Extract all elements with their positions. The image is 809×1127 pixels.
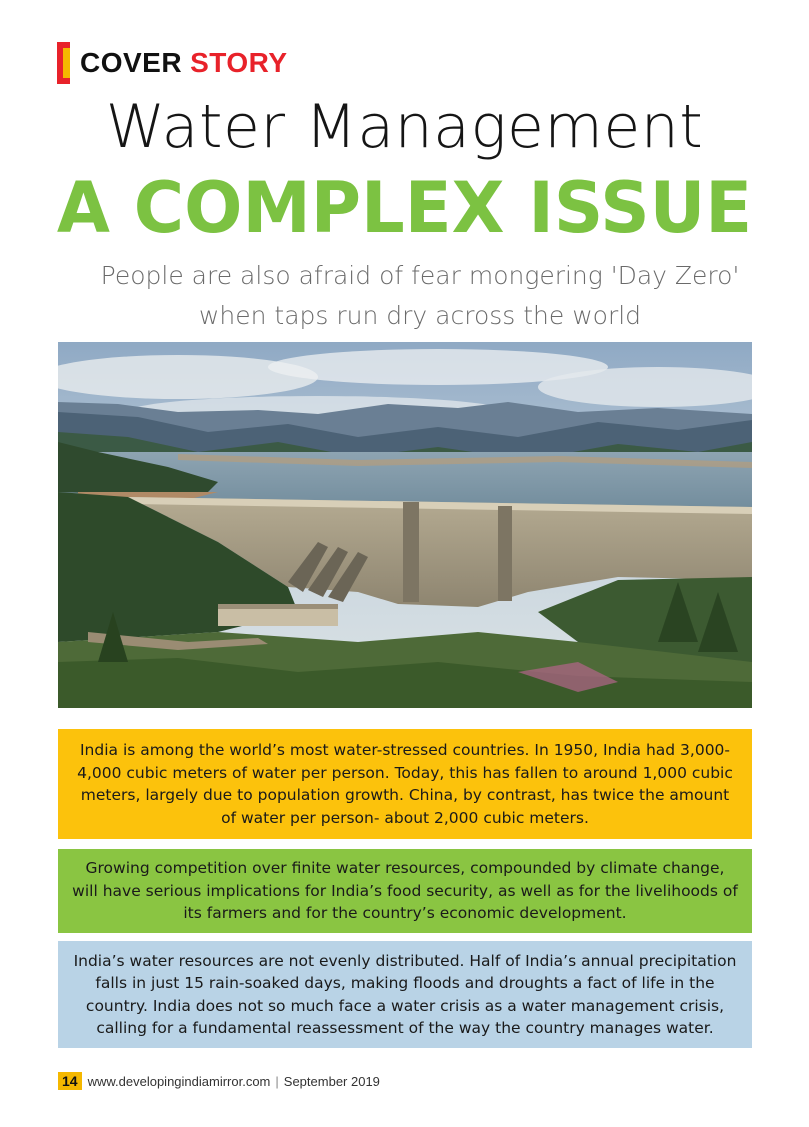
- section-bracket-icon: [57, 42, 70, 84]
- article-subtitle: [60, 256, 780, 336]
- subtitle-line-1: People are also afraid of fear mongering 'Day Zero': [100, 261, 740, 290]
- fact-box-water-stress: [58, 729, 752, 839]
- footer-issue-date: September 2019: [283, 1073, 380, 1089]
- section-tag-story: STORY: [190, 47, 288, 78]
- footer-website: www.developingindiamirror.com: [87, 1073, 271, 1089]
- section-tag-cover: COVER: [80, 47, 183, 78]
- fact-box-competition: [58, 849, 752, 933]
- page-number: 14: [58, 1072, 82, 1090]
- fact-box-competition-text: Growing competition over finite water resources, compounded by climate change, will have serious implications for India’s food security, as well as for the livelihoods of its farmers and for the country’s economic development.: [72, 859, 738, 923]
- section-tag: [57, 46, 288, 80]
- dam-photo: [58, 342, 752, 708]
- page-footer: [58, 1071, 380, 1091]
- fact-box-water-stress-text: India is among the world’s most water-stressed countries. In 1950, India had 3,000-4,000 cubic meters of water per person. Today, this has fallen to around 1,000 cubic meters, largely due to population growth. China, by contrast, has twice the amount of water per person- about 2,000 cubic meters.: [77, 741, 733, 827]
- footer-separator: |: [275, 1073, 279, 1089]
- article-title: Water Management: [105, 92, 704, 162]
- subtitle-line-2: when taps run dry across the world: [198, 301, 642, 330]
- fact-box-distribution-text: India’s water resources are not evenly distributed. Half of India’s annual precipitation falls in just 15 rain-soaked days, making floods and droughts a fact of life in the country. India does not so much face a water crisis as a water management crisis, calling for a fundamental reassessment of the way the country manages water.: [73, 951, 737, 1037]
- fact-box-distribution: [58, 941, 752, 1048]
- article-headline: A COMPLEX ISSUE: [56, 167, 753, 249]
